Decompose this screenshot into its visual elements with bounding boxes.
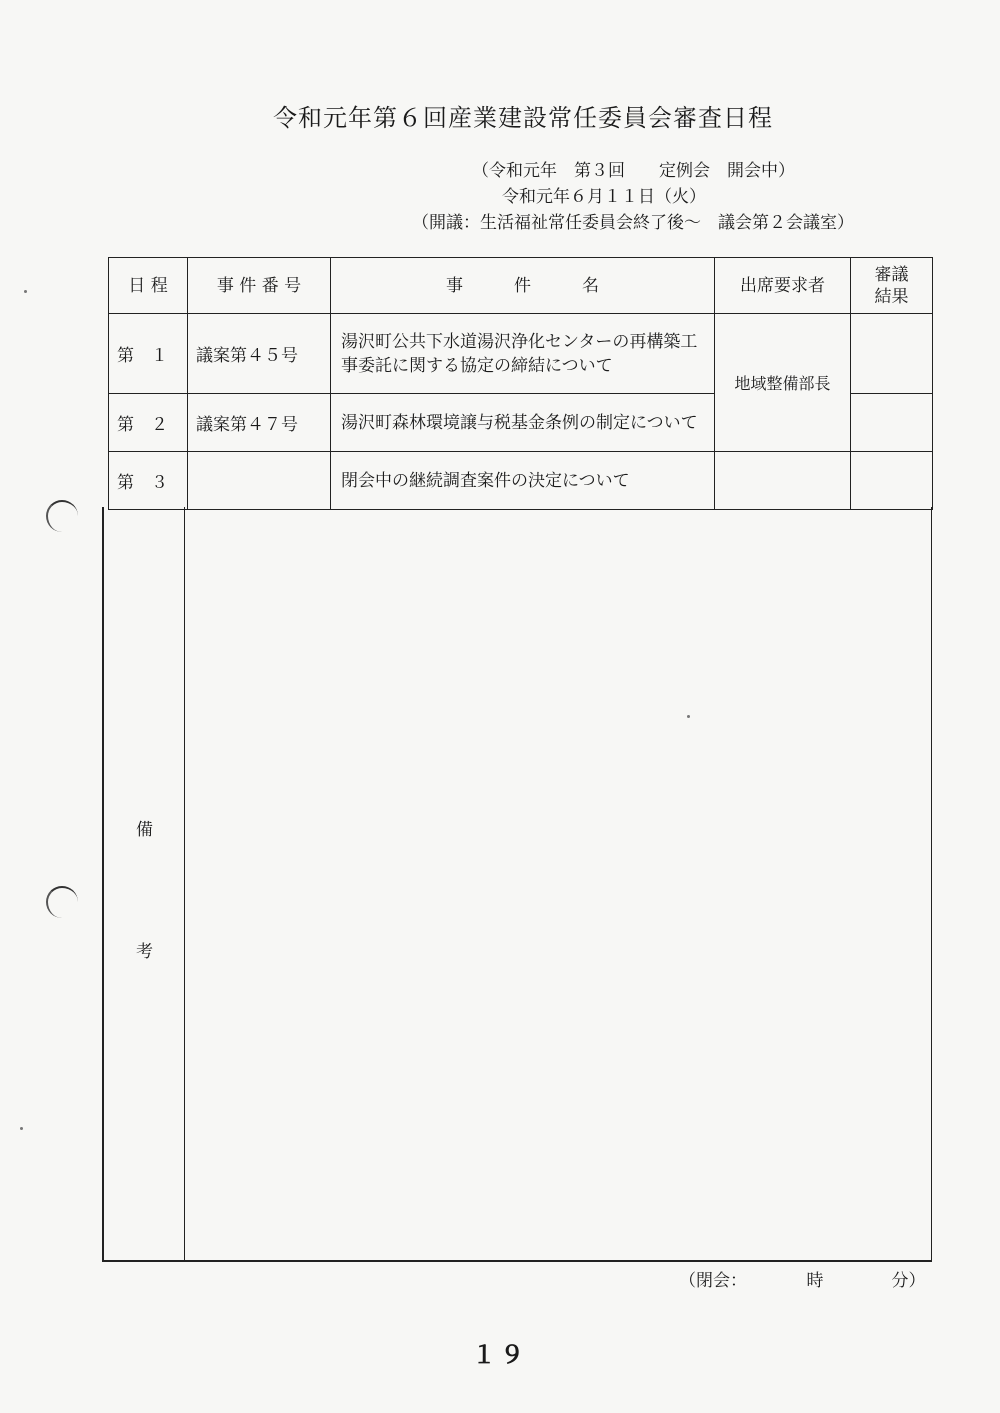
- row-seq: 第 ３: [109, 452, 188, 510]
- venue-line: （開議：生活福祉常任委員会終了後～ 議会第２会議室）: [412, 213, 854, 233]
- row-case-name: 湯沢町森林環境譲与税基金条例の制定について: [331, 394, 715, 452]
- header-case-number: 事 件 番 号: [188, 258, 331, 314]
- header-case-name: 事 件 名: [331, 258, 715, 314]
- schedule-table: [108, 257, 933, 510]
- row-result: [851, 394, 933, 452]
- scan-speck: [20, 1127, 23, 1130]
- row-seq: 第 １: [109, 314, 188, 394]
- closing-time: （閉会： 時 分）: [679, 1271, 926, 1291]
- table-header-row: [109, 258, 933, 314]
- header-result-line1: 審議: [874, 264, 909, 285]
- row-case-name: 閉会中の継続調査案件の決定について: [331, 452, 715, 510]
- table-row: [109, 314, 933, 394]
- document-title: 令和元年第６回産業建設常任委員会審査日程: [273, 104, 773, 132]
- page-number: １９: [472, 1341, 528, 1369]
- row-attendance: 地域整備部長: [715, 314, 851, 452]
- row-result: [851, 314, 933, 394]
- row-case-number: [188, 452, 331, 510]
- row-seq: 第 ２: [109, 394, 188, 452]
- table-row: [109, 452, 933, 510]
- punch-hole: [46, 500, 78, 532]
- date-line: 令和元年６月１１日（火）: [502, 187, 706, 207]
- remarks-label-char: 考: [136, 942, 153, 962]
- remarks-divider: [184, 507, 185, 1260]
- session-line: （令和元年 第３回 定例会 開会中）: [472, 161, 795, 181]
- row-case-number: 議案第４７号: [188, 394, 331, 452]
- row-result: [851, 452, 933, 510]
- scan-speck: [24, 290, 27, 293]
- remarks-label-char: 備: [136, 820, 153, 840]
- header-result: [851, 258, 933, 314]
- remarks-box: [102, 507, 932, 1262]
- punch-hole: [46, 886, 78, 918]
- row-attendance: [715, 452, 851, 510]
- row-case-number: 議案第４５号: [188, 314, 331, 394]
- row-case-name: 湯沢町公共下水道湯沢浄化センターの再構築工事委託に関する協定の締結について: [331, 314, 715, 394]
- header-attendance: 出席要求者: [715, 258, 851, 314]
- header-schedule: 日 程: [109, 258, 188, 314]
- header-result-line2: 結果: [874, 286, 909, 307]
